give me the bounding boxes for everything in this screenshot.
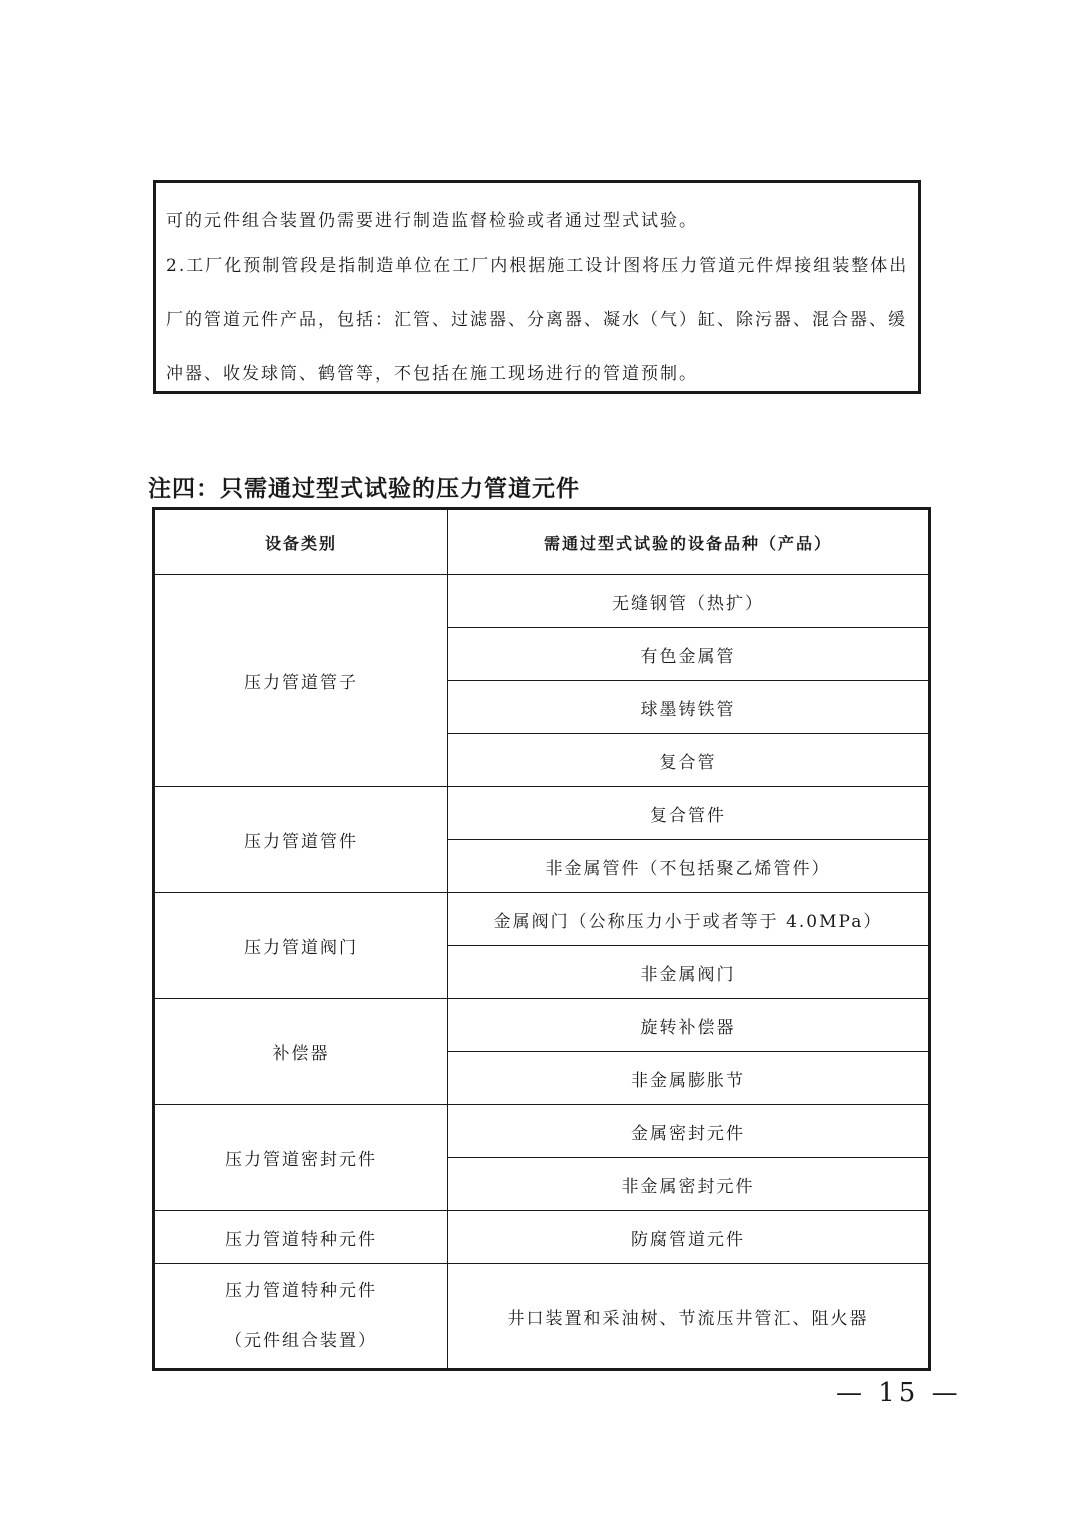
- table-row: [154, 575, 930, 628]
- product-cell: 金属阀门（公称压力小于或者等于 4.0MPa）: [448, 893, 930, 946]
- table-row: [154, 1105, 930, 1158]
- table-row: [154, 1264, 930, 1370]
- category-cell: 压力管道密封元件: [154, 1105, 448, 1211]
- category-cell: 压力管道阀门: [154, 893, 448, 999]
- product-cell: 无缝钢管（热扩）: [448, 575, 930, 628]
- product-cell: 防腐管道元件: [448, 1211, 930, 1264]
- note-line-3: 厂的管道元件产品，包括：汇管、过滤器、分离器、凝水（气）缸、除污器、混合器、缓: [166, 310, 907, 330]
- note-line-2: 2.工厂化预制管段是指制造单位在工厂内根据施工设计图将压力管道元件焊接组装整体出: [166, 256, 909, 276]
- category-line: 压力管道特种元件: [225, 1281, 377, 1301]
- product-cell: 非金属管件（不包括聚乙烯管件）: [448, 840, 930, 893]
- product-cell: 非金属密封元件: [448, 1158, 930, 1211]
- product-cell: 复合管件: [448, 787, 930, 840]
- product-cell: 非金属阀门: [448, 946, 930, 999]
- product-cell: 球墨铸铁管: [448, 681, 930, 734]
- header-category: 设备类别: [154, 509, 448, 575]
- type-test-table: [152, 507, 931, 1371]
- category-cell: 补偿器: [154, 999, 448, 1105]
- product-cell: 金属密封元件: [448, 1105, 930, 1158]
- table-row: [154, 1211, 930, 1264]
- header-product: 需通过型式试验的设备品种（产品）: [448, 509, 930, 575]
- table-row: [154, 999, 930, 1052]
- product-cell: 非金属膨胀节: [448, 1052, 930, 1105]
- table-row: [154, 893, 930, 946]
- note-box: [153, 180, 921, 394]
- section-title: 注四：只需通过型式试验的压力管道元件: [148, 476, 580, 502]
- product-cell: 有色金属管: [448, 628, 930, 681]
- category-cell: 压力管道管件: [154, 787, 448, 893]
- page-number: — 15 —: [836, 1378, 962, 1408]
- category-cell: 压力管道特种元件: [154, 1211, 448, 1264]
- note-line-4: 冲器、收发球筒、鹤管等，不包括在施工现场进行的管道预制。: [166, 364, 698, 384]
- category-cell: 压力管道管子: [154, 575, 448, 787]
- product-cell: 复合管: [448, 734, 930, 787]
- table-row: [154, 787, 930, 840]
- product-cell: 旋转补偿器: [448, 999, 930, 1052]
- note-line-1: 可的元件组合装置仍需要进行制造监督检验或者通过型式试验。: [166, 211, 698, 231]
- category-cell: [154, 1264, 448, 1370]
- table-header-row: [154, 509, 930, 575]
- category-subline: （元件组合装置）: [225, 1331, 377, 1351]
- product-cell: 井口装置和采油树、节流压井管汇、阻火器: [448, 1264, 930, 1370]
